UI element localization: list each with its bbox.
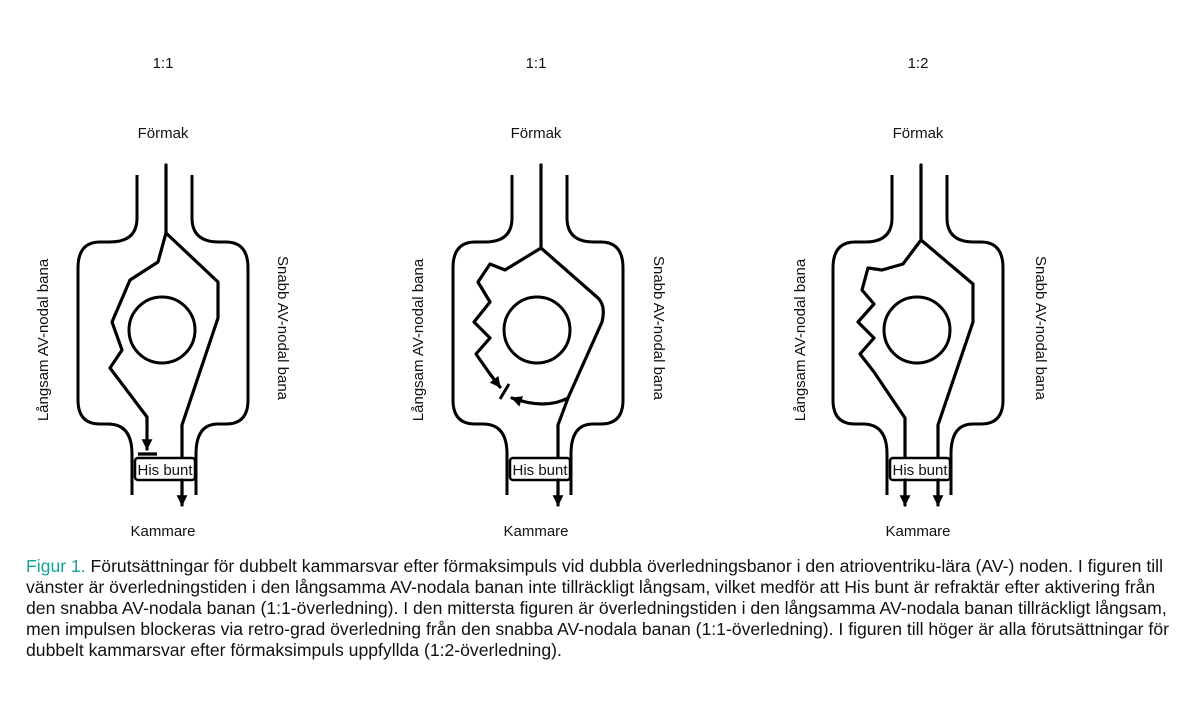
panel-1-his-label: His bunt xyxy=(137,462,193,479)
panel-1-atrium-label: Förmak xyxy=(137,125,189,142)
panel-3-slow-path-label: Långsam AV-nodal bana xyxy=(792,258,809,422)
panel-2-slow-arrow xyxy=(490,374,500,387)
panel-3 xyxy=(792,55,1049,540)
panel-3-ratio: 1:2 xyxy=(907,55,929,72)
panel-2-ratio: 1:1 xyxy=(525,55,547,72)
panel-2-central-circle xyxy=(504,297,570,363)
panel-1-node-outline xyxy=(78,175,248,495)
panel-1-ratio: 1:1 xyxy=(152,55,174,72)
panel-2-his-label: His bunt xyxy=(512,462,568,479)
panel-1-slow-path-label: Långsam AV-nodal bana xyxy=(35,258,52,422)
panel-1-ventricle-label: Kammare xyxy=(130,523,196,540)
panel-1 xyxy=(35,55,291,540)
panel-3-central-circle xyxy=(884,297,950,363)
panel-3-atrium-label: Förmak xyxy=(892,125,944,142)
figure-caption xyxy=(26,556,1176,661)
panel-1-conduction-path xyxy=(110,165,218,460)
panel-2-atrium-label: Förmak xyxy=(510,125,562,142)
panel-2-retrograde-arrow xyxy=(512,398,568,404)
panel-2 xyxy=(410,55,667,540)
panel-2-conduction-path xyxy=(474,165,603,460)
figure-caption-label: Figur 1. xyxy=(26,556,86,576)
panel-3-conduction-path xyxy=(858,165,973,460)
figure-caption-text: Förutsättningar för dubbelt kammarsvar efter förmaksimpuls vid dubbla överledningsbanor i den atrioventriku-lära (AV-) noden. I figuren till vänster är överledningstiden i den långsamma AV-nodala banan inte tillräckligt långsam, vilket medför att His bunt är refraktär efter aktivering från den snabba AV-nodala banan (1:1-överledning). I den mittersta figuren är överledningstiden i den långsamma AV-nodala banan tillräckligt långsam, men impulsen blockeras via retro-grad överledning från den snabba AV-nodala banan (1:1-överledning). I figuren till höger är alla förutsättningar för dubbelt kammarsvar efter förmaksimpuls uppfyllda (1:2-överledning). xyxy=(26,556,1169,660)
panel-1-fast-path-label: Snabb AV-nodal bana xyxy=(274,255,291,401)
panel-3-ventricle-label: Kammare xyxy=(885,523,951,540)
panel-2-slow-path-label: Långsam AV-nodal bana xyxy=(410,258,427,422)
panel-3-his-label: His bunt xyxy=(892,462,948,479)
panel-2-ventricle-label: Kammare xyxy=(503,523,569,540)
panel-1-central-circle xyxy=(129,297,195,363)
panel-2-fast-path-label: Snabb AV-nodal bana xyxy=(650,255,667,401)
panel-3-fast-path-label: Snabb AV-nodal bana xyxy=(1032,255,1049,401)
panel-3-node-outline xyxy=(833,175,1003,495)
